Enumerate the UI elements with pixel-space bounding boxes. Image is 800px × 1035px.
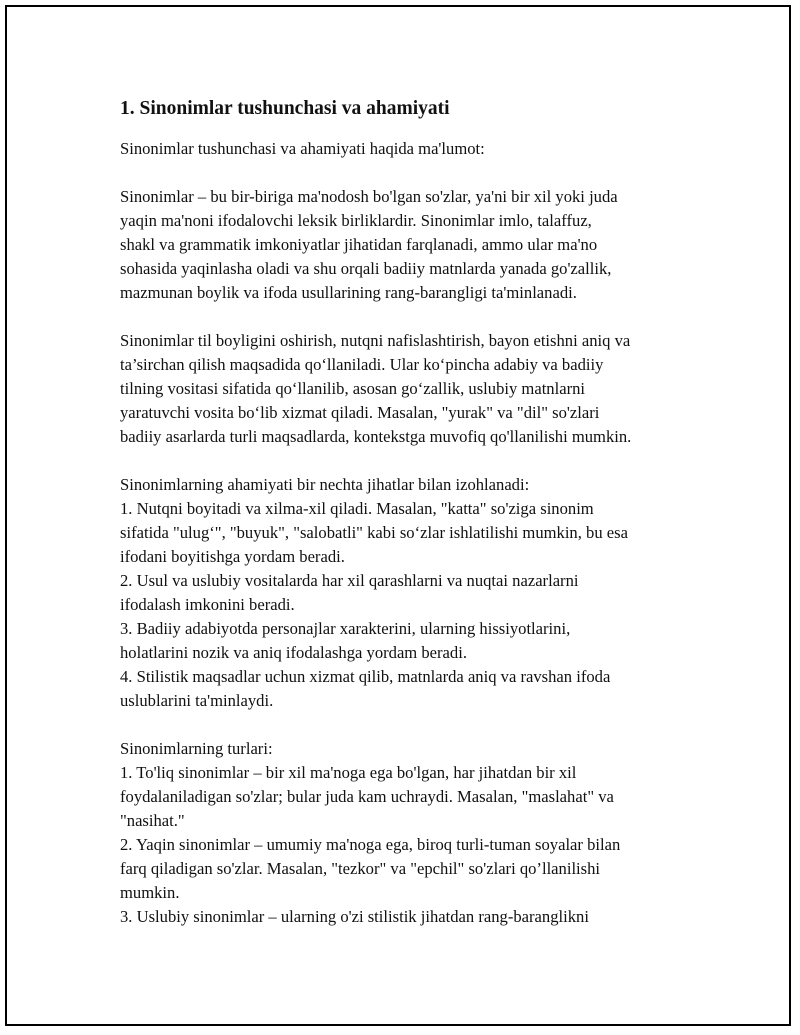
text-line: 3. Uslubiy sinonimlar – ularning o'zi stilistik jihatdan rang-baranglikni [120,907,589,926]
text-line: "nasihat." [120,811,185,830]
text-line: yaratuvchi vosita bo‘lib xizmat qiladi. Masalan, "yurak" va "dil" so'zlari [120,403,600,422]
text-line: yaqin ma'noni ifodalovchi leksik birliklardir. Sinonimlar imlo, talaffuz, [120,211,592,230]
text-line: Sinonimlarning ahamiyati bir nechta jihatlar bilan izohlanadi: [120,475,530,494]
text-line: farq qiladigan so'zlar. Masalan, "tezkor" va "epchil" so'zlari qo’llanilishi [120,859,601,878]
section-heading: 1. Sinonimlar tushunchasi va ahamiyati [120,98,450,119]
paragraph-importance [120,473,710,713]
text-line: 1. To'liq sinonimlar – bir xil ma'noga ega bo'lgan, har jihatdan bir xil [120,763,577,782]
text-line: shakl va grammatik imkoniyatlar jihatidan farqlanadi, ammo ular ma'no [120,235,598,254]
text-line: ifodani boyitishga yordam beradi. [120,547,345,566]
text-line: Sinonimlar til boyligini oshirish, nutqni nafislashtirish, bayon etishni aniq va [120,331,631,350]
paragraph-definition [120,185,710,305]
text-line: tilning vositasi sifatida qo‘llanilib, asosan go‘zallik, uslubiy matnlarni [120,379,586,398]
text-line: badiiy asarlarda turli maqsadlarda, kontekstga muvofiq qo'llanilishi mumkin. [120,427,632,446]
text-line: uslublarini ta'minlaydi. [120,691,274,710]
text-line: 2. Usul va uslubiy vositalarda har xil qarashlarni va nuqtai nazarlarni [120,571,579,590]
text-line: sifatida "ulug‘", "buyuk", "salobatli" kabi so‘zlar ishlatilishi mumkin, bu esa [120,523,628,542]
text-line: holatlarini nozik va aniq ifodalashga yordam beradi. [120,643,467,662]
text-line: foydalaniladigan so'zlar; bular juda kam uchraydi. Masalan, "maslahat" va [120,787,614,806]
paragraph-usage [120,329,710,449]
text-line: ta’sirchan qilish maqsadida qo‘llaniladi. Ular ko‘pincha adabiy va badiiy [120,355,604,374]
text-line: Sinonimlar tushunchasi va ahamiyati haqida ma'lumot: [120,139,485,158]
text-line: Sinonimlarning turlari: [120,739,273,758]
text-line: sohasida yaqinlasha oladi va shu orqali badiiy matnlarda yanada go'zallik, [120,259,612,278]
document-content [120,97,710,953]
text-line: 3. Badiiy adabiyotda personajlar xarakterini, ularning hissiyotlarini, [120,619,571,638]
text-line: Sinonimlar – bu bir-biriga ma'nodosh bo'lgan so'zlar, ya'ni bir xil yoki juda [120,187,618,206]
text-line: 1. Nutqni boyitadi va xilma-xil qiladi. Masalan, "katta" so'ziga sinonim [120,499,594,518]
text-line: 2. Yaqin sinonimlar – umumiy ma'noga ega, biroq turli-tuman soyalar bilan [120,835,621,854]
text-line: 4. Stilistik maqsadlar uchun xizmat qilib, matnlarda aniq va ravshan ifoda [120,667,611,686]
paragraph-types [120,737,710,929]
text-line: mumkin. [120,883,180,902]
paragraph-intro [120,137,710,161]
document-page [5,5,791,1026]
text-line: mazmunan boylik va ifoda usullarining rang-barangligi ta'minlanadi. [120,283,577,302]
text-line: ifodalash imkonini beradi. [120,595,295,614]
